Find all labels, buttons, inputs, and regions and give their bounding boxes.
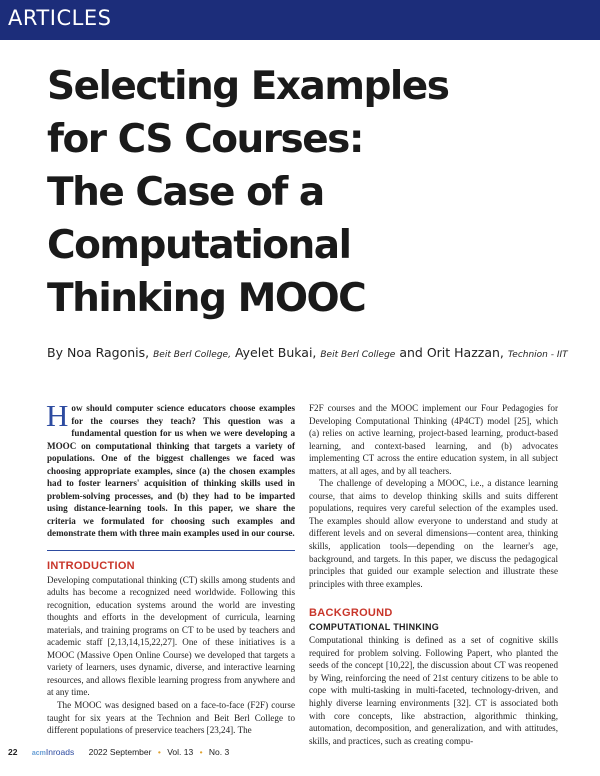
abstract-text: ow should computer science educators choose examples for the courses they teach? This question was a fundamental question for us when we were developing a MOOC on computational thinking that targets a variety of populations. One of the biggest challenges we faced was choosing appropriate examples, since (a) the chosen examples had to foster learners' acquisition of thinking skills used in problem-solving processes, and (b) they had to be imparted using distance-learning tools. In this paper, we share the criteria we formulated for choosing such examples and demonstrate them with three main examples used in our course. xyxy=(47,403,295,539)
title-line: for CS Courses: xyxy=(47,117,363,162)
page-footer xyxy=(8,747,229,757)
computational-thinking-subheading: COMPUTATIONAL THINKING xyxy=(309,621,440,632)
section-label: ARTICLES xyxy=(8,6,112,30)
section-banner xyxy=(0,0,600,40)
author-name: Noa Ragonis, xyxy=(66,345,150,360)
separator-dot: • xyxy=(157,747,161,757)
title-line: Selecting Examples xyxy=(47,64,449,109)
issue-volume: Vol. 13 xyxy=(167,747,194,757)
introduction-paragraph: Developing computational thinking (CT) skills among students and adults has become a recognized need worldwide. Following this recognition, education systems around the world are investing thoughts and efforts in the development of curricula, learning materials, and training programs on CT to be used by teachers and academic staff [2,13,14,15,22,27]. One of these initiatives is a MOOC (Massive Open Online Course) we developed that targets a variety of learners, uses dynamic, diverse, and interactive learning resources, and allows flexible learning progress from anywhere and at any time. xyxy=(47,574,295,698)
author-name: Ayelet Bukai, xyxy=(234,345,317,360)
author-affiliation: Beit Berl College, xyxy=(153,350,231,360)
title-line: Thinking MOOC xyxy=(47,276,366,321)
introduction-heading: INTRODUCTION xyxy=(47,560,135,573)
author-name: Orit Hazzan, xyxy=(426,345,504,360)
right-column xyxy=(309,402,558,747)
byline-conjunction: and xyxy=(399,345,423,360)
title-line: Computational xyxy=(47,223,351,268)
byline xyxy=(47,345,587,360)
background-heading: BACKGROUND xyxy=(309,607,393,620)
page-number: 22 xyxy=(8,747,18,757)
body-paragraph: F2F courses and the MOOC implement our Four Pedagogies for Developing Computational Thinking (4P4CT) model [25], which (a) relies on active learning, project-based learning, product-based learning, and context-based learning, and (b) advocates implementing CT across the entire education system, in all subject matters, at all ages, and by all teachers. xyxy=(309,403,558,476)
byline-prefix: By xyxy=(47,345,63,360)
article-title xyxy=(47,60,567,325)
issue-date: 2022 September xyxy=(88,747,152,757)
title-line: The Case of a xyxy=(47,170,324,215)
issue-number: No. 3 xyxy=(208,747,230,757)
drop-cap: H xyxy=(46,398,69,433)
introduction-paragraph: The MOOC was designed based on a face-to-face (F2F) course taught for six years at the Technion and Beit Berl College to different populations of preservice teachers [23,24]. The xyxy=(47,700,295,736)
abstract-divider xyxy=(47,550,295,551)
abstract xyxy=(46,398,295,540)
background-paragraph: Computational thinking is defined as a set of cognitive skills required for problem solving. Following Papert, who planted the seeds of the concept [10,22], the discussion about CT was reopened by Wing, reinforcing the need of 21st century citizens to be able to cope with multi-tasking in multi-faceted, technology-driven, and highly diverse learning environments [32]. CT is associated both with core concepts, like abstraction, algorithmic thinking, automation, decomposition, and generalization, and with attitudes, skills, and practices, such as creating compu- xyxy=(309,635,558,746)
brand-acm: acm xyxy=(31,750,46,757)
brand-inroads: Inroads xyxy=(45,747,75,757)
section-gap xyxy=(309,590,558,607)
separator-dot: • xyxy=(199,747,203,757)
author-affiliation: Beit Berl College xyxy=(320,350,396,360)
body-paragraph: The challenge of developing a MOOC, i.e., a distance learning course, that aims to develop thinking skills and suits different populations, requires very careful selection of the examples used. The examples should allow everyone to understand and study at different levels and on several dimensions—content area, thinking skills, application tools—depending on the learner's age, background, and targets. In this paper, we discuss the pedagogical principles that guided our example selection and illustrate these principles with three examples. xyxy=(309,478,558,589)
author-affiliation: Technion - IIT xyxy=(507,350,568,360)
left-column xyxy=(46,398,295,737)
